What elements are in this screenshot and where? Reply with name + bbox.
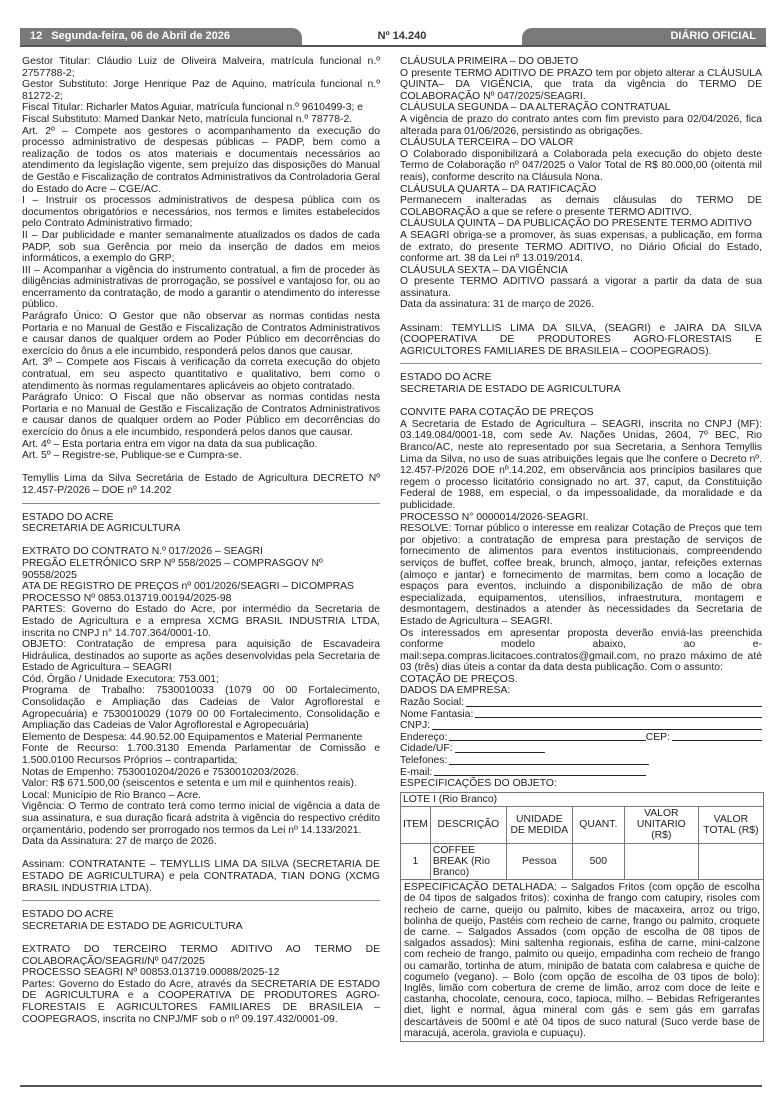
paragraph: A SEAGRI obriga-se a promover, às suas expensas, a publicação, em forma de extrato, do presente TERMO ADITIVO, no Diário Oficial do Estado, conforme art. 38 da Lei nº 13.019/2014. <box>400 229 762 265</box>
org-department: SECRETARIA DE ESTADO DE AGRICULTURA <box>22 920 243 932</box>
left-column <box>22 56 380 1025</box>
clause-heading: CLÁUSULA PRIMEIRA – DO OBJETO <box>400 56 579 67</box>
clause-heading: CLÁUSULA QUARTA – DA RATIFICAÇÃO <box>400 183 597 195</box>
paragraph: Programa de Trabalho: 7530010033 (1079 00 00 Fortalecimento, Consolidação e Ampliação das Cadeias de Valor Agroflorestal e Agropecuária) e 7530010029 (1079 00 00 Fortalecimento, Consolidação e Ampliação das Cadeias de Valor Agroflorestal e Agropecuária) <box>22 685 380 732</box>
edition-number: Nº 14.240 <box>377 30 427 42</box>
paragraph: Permanecem inalteradas as demais cláusulas do TERMO DE COLABORAÇÃO a que se refere o presente TERMO ADITIVO. <box>400 195 762 218</box>
paragraph: COTAÇÃO DE PREÇOS. <box>400 673 518 685</box>
paragraph: O Colaborado disponibilizará a Colaborada pela execução do objeto deste Termo de Colaboração nº 047/2025 o Valor Total de R$ 80.000,00 (oitenta mil reais), conforme descrito na Cláusula Nona. <box>400 148 762 183</box>
cell-unidade: Pessoa <box>506 843 572 880</box>
blank-line <box>672 732 762 742</box>
lote-table <box>400 792 764 1042</box>
field-label: Endereço: <box>400 731 448 743</box>
razao-social-field <box>400 697 762 709</box>
paragraph: Parágrafo Único: O Fiscal que não observar as normas contidas nesta Portaria e no Manual de Gestão e Fiscalização de Contratos Administrativos e causar danos de qualquer ordem ao Poder Público em decorrências do exercício do ônus a ele incumbido, responderá pelos danos que causar. <box>22 392 380 438</box>
termo-aditivo-clauses <box>400 56 762 357</box>
portaria-continuation <box>22 56 380 497</box>
field-label: CEP: <box>645 731 670 743</box>
clause-heading: CLÁUSULA SEGUNDA – DA ALTERAÇÃO CONTRATUAL <box>400 102 671 114</box>
col-header-unidade: UNIDADE DE MEDIDA <box>506 807 572 844</box>
col-header-quant: QUANT. <box>572 807 624 844</box>
field-label: Nome Fantasia: <box>400 708 474 720</box>
paragraph: Fiscal Titular: Richarler Matos Aguiar, matrícula funcional n.º 9610499-3; e <box>22 102 364 114</box>
portaria-signature: Temyllis Lima da Silva Secretária de Estado de Agricultura DECRETO Nº 12.457-P/2026 – DOE nº 14.202 <box>22 473 380 496</box>
detailed-specification: ESPECIFICAÇÃO DETALHADA: – Salgados Fritos (com opção de escolha de 04 tipos de salgados fritos): coxinha de frango com catupiry, risoles com recheio de carne, queijo ou palmito, kibes de macaxeira, arroz ou trigo, bolinha de queijo, Pastéis com recheio de carne, frango ou palmito, croquete de carne. – Salgados Assados (com opção de escolha de 08 tipos de salgados assados): Mini saltenha regionais, esfiha de carne, mini-calzone com recheio de frango, palmito ou queijo, empadinha com recheio de frango ou camarão, tortinha de atum, minipão de batata com calabresa e quiche de cogumelo (vegano). – Bolo (com opção de escolha de 03 tipos de bolo): Inglês, limão com cobertura de creme de limão, arroz com doce de leite e castanha, chocolate, cenoura, coco, tapioca, milho. – Bebidas Refrigerantes diet, light e normal, água mineral com gás e sem gás em garrafas descartáveis de 500ml e até 04 tipos de suco natural (Suco verde base de maracujá, acerola, graviola e cupuaçu). <box>401 880 764 1042</box>
paragraph: I – Instruir os processos administrativos de despesa pública com os documentos obrigatórios e necessários, nos termos e limites estabelecidos pelo Contrato Administrativo firmado; <box>22 195 380 230</box>
lote-header-row <box>401 792 764 806</box>
paragraph: O presente TERMO ADITIVO passará a vigorar a partir da data de sua assinatura. <box>400 276 762 299</box>
field-label: Razão Social: <box>400 697 465 709</box>
org-name: ESTADO DO ACRE <box>22 511 114 523</box>
lote-label: LOTE I (Rio Branco) <box>401 792 764 806</box>
clause-heading: CLÁUSULA QUINTA – DA PUBLICAÇÃO DO PRESENTE TERMO ADITIVO <box>400 218 752 230</box>
paragraph: PARTES: Governo do Estado do Acre, por intermédio da Secretaria de Estado de Agricultura e a empresa XCMG BRASIL INDUSTRIA LTDA, inscrita no CNPJ n° 14.707.364/0001-10. <box>22 604 380 639</box>
endereco-field <box>400 732 762 744</box>
paragraph: Art. 2º – Compete aos gestores o acompanhamento da execução do processo administrativo de despesas públicas – PADP, bem como a realização de todos os atos materiais e documentais necessários ao atendimento da legislação vigente, sem prejuízo das disposições do Manual de Gestão e Fiscalização de contratos Administrativos da Controladoria Geral do Estado do Acre – CGE/AC. <box>22 125 380 195</box>
org-department: SECRETARIA DE AGRICULTURA <box>22 523 181 535</box>
blank-line <box>466 697 762 707</box>
cell-item: 1 <box>401 843 431 880</box>
extrato-title: EXTRATO DO TERCEIRO TERMO ADITIVO AO TERMO DE COLABORAÇÃO/SEAGRI/Nº 047/2025 <box>22 943 380 967</box>
cell-descricao: COFFEE BREAK (Rio Branco) <box>430 843 506 880</box>
right-column <box>400 56 762 1042</box>
field-label: E-mail: <box>400 766 433 778</box>
paragraph: O presente TERMO ADITIVO DE PRAZO tem por objeto alterar a CLÁUSULA QUINTA– DA VIGÊNCIA, que trata da vigência do TERMO DE COLABORAÇÃO Nº 047/2025/SEAGRI. <box>400 67 762 102</box>
paragraph: Art. 3º – Compete aos Fiscais à verificação da correta execução do objeto contratual, em seu aspecto quantitativo e qualitativo, bem como o atendimento às normas regulamentares aplicáveis ao objeto contratado. <box>22 357 380 392</box>
section-divider <box>22 900 380 901</box>
nome-fantasia-field <box>400 709 762 721</box>
issue-date: Segunda-feira, 06 de Abril de 2026 <box>51 30 231 42</box>
spec-title: ESPECIFICAÇÕES DO OBJETO: <box>400 778 557 790</box>
publication-name: DIÁRIO OFICIAL <box>522 28 766 45</box>
paragraph: II – Dar publicidade e manter semanalmente atualizados os dados de cada PADP, sob sua Gerência por meio da inserção de dados em meios informáticos, a exemplo do GRP; <box>22 229 380 265</box>
telefones-field <box>400 755 762 767</box>
paragraph: Local: Município de Rio Branco – Acre. <box>22 789 202 801</box>
paragraph: Gestor Substituto: Jorge Henrique Paz de Aquino, matrícula funcional n.º 81272-2; <box>22 79 380 102</box>
contract-signatures: Assinam: CONTRATANTE – TEMYLLIS LIMA DA SILVA (SECRETARIA DE ESTADO DE AGRICULTURA) e pela CONTRATADA, TIAN DONG (XCMG BRASIL INDUSTRIA LTDA). <box>22 859 380 894</box>
paragraph: Os interessados em apresentar proposta deverão enviá-las preenchida conforme modelo abaixo, ao e-mail:sepa.compras.licitacoes.contratos@gmail.com, no prazo máximo de até 03 (três) dias úteis a contar da data desta publicação. Com o assunto: <box>400 627 762 674</box>
paragraph: Cód. Órgão / Unidade Executora: 753.001; <box>22 673 219 685</box>
header-date-bar <box>20 28 302 45</box>
org-name: ESTADO DO ACRE <box>400 372 492 384</box>
col-header-valor-total: VALOR TOTAL (R$) <box>698 807 763 844</box>
header-divider <box>20 45 766 47</box>
blank-line <box>449 732 645 742</box>
cnpj-field <box>400 720 762 732</box>
email-field <box>400 767 762 779</box>
paragraph: ATA DE REGISTRO DE PREÇOS nº 001/2026/SEAGRI – DICOMPRAS <box>22 581 354 593</box>
paragraph: Art. 5º – Registre-se, Publique-se e Cumpra-se. <box>22 450 242 462</box>
paragraph: Valor: R$ 671.500,00 (seiscentos e setenta e um mil e quinhentos reais). <box>22 778 357 790</box>
termo-signatures: Assinam: TEMYLLIS LIMA DA SILVA, (SEAGRI) e JAIRA DA SILVA (COOPERATIVA DE PRODUTORES AGRO-FLORESTAIS E AGRICULTORES FAMILIARES DE BRASILEIA – COOPEGRAOS). <box>400 322 762 357</box>
clause-heading: CLÁUSULA TERCEIRA – DO VALOR <box>400 137 574 149</box>
paragraph: Fonte de Recurso: 1.700.3130 Emenda Parlamentar de Comissão e 1.500.0100 Recursos Próprios – contrapartida; <box>22 743 380 767</box>
paragraph: PREGÃO ELETRÔNICO SRP Nº 558/2025 – COMPRASGOV Nº 90558/2025 <box>22 557 323 581</box>
extrato-contrato-section <box>22 512 380 895</box>
col-header-item: ITEM <box>401 807 431 844</box>
clause-heading: CLÁUSULA SEXTA – DA VIGÊNCIA <box>400 264 568 276</box>
field-label: Telefones: <box>400 755 448 767</box>
cell-valor-unitario <box>624 843 698 880</box>
paragraph: Gestor Titular: Cláudio Luiz de Oliveira Malveira, matrícula funcional n.º 2757788-2; <box>22 56 380 79</box>
convite-section <box>400 372 762 1042</box>
cidade-uf-field <box>400 743 762 755</box>
paragraph: DADOS DA EMPRESA: <box>400 685 511 697</box>
paragraph: Fiscal Substituto: Mamed Dankar Neto, matrícula funcional n.º 78778-2. <box>22 113 353 125</box>
col-header-valor-unitario: VALOR UNITARIO (R$) <box>624 807 698 844</box>
paragraph: A Secretaria de Estado de Agricultura – SEAGRI, inscrita no CNPJ (MF): 03.149.084/0001-18, com sede Av. Nações Unidas, 2604, 7º BEC, Rio Branco/AC, neste ato representado por sua Secretaria, a Senhora Temyllis Lima da Silva, no uso de suas atribuições legais que lhe confere o Decreto nº. 12.457-P/2026 DOE nº.14.202, em observância aos princípios basilares que regem o processo licitatório consignado no art. 37, caput, da Constituição Federal de 1988, em especial, o da impessoalidade, da moralidade e da publicidade. <box>400 418 762 511</box>
paragraph: Vigência: O Termo de contrato terá como termo inicial de vigência a data de sua assinatura, e sua duração ficará adstrita à vigência do respectivo crédito orçamentário, podendo ser prorrogado nos termos da Lei nº 14.133/2021. <box>22 801 380 836</box>
spec-row <box>401 880 764 1042</box>
col-header-descricao: DESCRIÇÃO <box>430 807 506 844</box>
org-department: SECRETARIA DE ESTADO DE AGRICULTURA <box>400 384 621 396</box>
field-label: Cidade/UF: <box>400 743 453 755</box>
paragraph: PROCESSO Nº 0853.013719.00194/2025-98 <box>22 592 232 604</box>
section-divider <box>400 363 762 364</box>
paragraph: RESOLVE: Tornar público o interesse em realizar Cotação de Preços que tem por objetivo: a contratação de empresa para prestação de serviços de fornecimento de alimentos para eventos institucionais, compreendendo serviços de buffet, coffee break, brunch, almoço, jantar, refeições externas (almoço e jantar) e fornecimento de marmitas, bem como a locação de espaços para eventos, incluindo a disponibilização de mão de obra especializada, equipamentos, utensílios, infraestrutura, montagem e desmontagem, destinados a atender às necessidades da Secretaria de Estado de Agricultura – SEAGRI. <box>400 523 762 627</box>
table-row <box>401 843 764 880</box>
paragraph: A vigência de prazo do contrato antes com fim previsto para 02/04/2026, fica alterada para 01/06/2026, persistindo as obrigações. <box>400 113 762 137</box>
page-number: 12 <box>30 30 43 42</box>
paragraph: Art. 4º – Esta portaria entra em vigor na data da sua publicação. <box>22 438 318 450</box>
company-data-form <box>400 697 762 778</box>
paragraph: Data da Assinatura: 27 de março de 2026. <box>22 836 217 848</box>
paragraph: III – Acompanhar a vigência do instrumento contratual, a fim de proceder às diligências administrativas de prorrogação, se possível e vantajoso for, ou ao encerramento da contratação, de modo a garantir o atendimento do interesse público. <box>22 264 380 311</box>
org-name: ESTADO DO ACRE <box>22 909 114 921</box>
paragraph: Notas de Empenho: 7530010204/2026 e 7530010203/2026. <box>22 766 299 778</box>
blank-line <box>434 767 646 777</box>
blank-line <box>475 709 762 719</box>
paragraph: Parágrafo Único: O Gestor que não observar as normas contidas nesta Portaria e no Manual de Gestão e Fiscalização de Contratos Administrativos e causar danos de qualquer ordem ao Poder Público em decorrências do exercício do ônus a ele incumbido, responderá pelos danos que causar. <box>22 311 380 357</box>
table-header-row <box>401 807 764 844</box>
blank-line <box>449 755 649 765</box>
paragraph: OBJETO: Contratação de empresa para aquisição de Escavadeira Hidráulica, destinados ao suporte as ações desenvolvidas pela Secretaria de Estado de Agricultura – SEAGRI <box>22 639 380 674</box>
footer-divider <box>20 1085 762 1087</box>
blank-line <box>432 720 762 730</box>
extrato-title: EXTRATO DO CONTRATO N.º 017/2026 – SEAGRI <box>22 546 263 558</box>
extrato-termo-section <box>22 909 380 1025</box>
blank-line <box>455 743 545 753</box>
field-label: CNPJ: <box>400 720 431 732</box>
page-header <box>20 28 766 45</box>
paragraph: Data da assinatura: 31 de março de 2026. <box>400 299 595 311</box>
section-divider <box>22 503 380 504</box>
cell-quant: 500 <box>572 843 624 880</box>
paragraph: Elemento de Despesa: 44.90.52.00 Equipamentos e Material Permanente <box>22 731 363 743</box>
convite-title: CONVITE PARA COTAÇÃO DE PREÇOS <box>400 407 594 419</box>
cell-valor-total <box>698 843 763 880</box>
paragraph: PROCESSO N° 0000014/2026-SEAGRI. <box>400 511 589 523</box>
paragraph: PROCESSO SEAGRI Nº 00853.013719.00088/2025-12 <box>22 967 280 979</box>
paragraph: Partes: Governo do Estado do Acre, através da SECRETARIA DE ESTADO DE AGRICULTURA e a COOPERATIVA DE PRODUTORES AGRO-FLORESTAIS E AGRICULTORES FAMILIARES DE BRASILEIA – COOPEGRAOS, inscrita no CNPJ/MF sob o nº 09.197.432/0001-09. <box>22 978 380 1025</box>
